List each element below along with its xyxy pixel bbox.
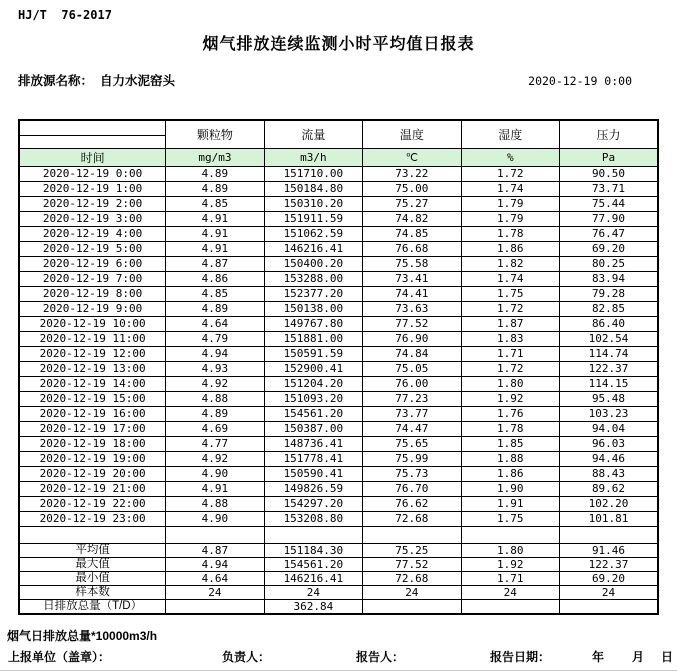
summary-value-cell: 69.20 [560,572,659,586]
table-head [19,120,658,167]
value-cell: 4.94 [166,347,264,362]
value-cell: 152377.20 [264,287,362,302]
value-cell: 102.20 [560,497,659,512]
spacer-cell [363,527,461,544]
value-cell: 4.87 [166,257,264,272]
value-cell: 1.86 [461,242,559,257]
value-cell: 76.00 [363,377,461,392]
value-cell: 4.92 [166,452,264,467]
value-cell: 1.82 [461,257,559,272]
summary-row [19,572,658,586]
value-cell: 1.78 [461,422,559,437]
value-cell: 1.92 [461,392,559,407]
value-cell: 4.93 [166,362,264,377]
table-row [19,452,658,467]
value-cell: 1.78 [461,227,559,242]
value-cell: 86.40 [560,317,659,332]
summary-label-cell: 最小值 [19,572,166,586]
time-cell: 2020-12-19 11:00 [19,332,166,347]
value-cell: 1.74 [461,272,559,287]
value-cell: 1.80 [461,377,559,392]
value-cell: 146216.41 [264,242,362,257]
value-cell: 80.25 [560,257,659,272]
spacer-cell [19,527,166,544]
value-cell: 151911.59 [264,212,362,227]
value-cell: 4.91 [166,482,264,497]
source-row [18,71,632,89]
value-cell: 4.77 [166,437,264,452]
value-cell: 114.15 [560,377,659,392]
table-row [19,302,658,317]
value-cell: 83.94 [560,272,659,287]
value-cell: 95.48 [560,392,659,407]
value-cell: 75.73 [363,467,461,482]
value-cell: 4.92 [166,377,264,392]
summary-value-cell: 146216.41 [264,572,362,586]
spacer-section [19,527,658,544]
time-cell: 2020-12-19 15:00 [19,392,166,407]
value-cell: 73.63 [363,302,461,317]
summary-value-cell: 91.46 [560,544,659,558]
value-cell: 4.69 [166,422,264,437]
value-cell: 1.79 [461,197,559,212]
time-cell: 2020-12-19 17:00 [19,422,166,437]
value-cell: 77.90 [560,212,659,227]
summary-label-cell: 日排放总量（T/D） [19,600,166,615]
summary-value-cell [363,600,461,615]
summary-value-cell: 1.80 [461,544,559,558]
value-cell: 96.03 [560,437,659,452]
standard-code: HJ/T 76-2017 [18,8,112,22]
unit-particulate: mg/m3 [166,149,264,167]
time-cell: 2020-12-19 4:00 [19,227,166,242]
flow-total-footnote: 烟气日排放总量*10000m3/h [7,629,158,643]
time-cell: 2020-12-19 12:00 [19,347,166,362]
value-cell: 4.89 [166,167,264,182]
spacer-cell [166,527,264,544]
value-cell: 150591.59 [264,347,362,362]
value-cell: 4.91 [166,242,264,257]
value-cell: 1.90 [461,482,559,497]
summary-label-cell: 样本数 [19,586,166,600]
time-cell: 2020-12-19 18:00 [19,437,166,452]
value-cell: 4.90 [166,467,264,482]
value-cell: 150310.20 [264,197,362,212]
value-cell: 154561.20 [264,407,362,422]
time-cell: 2020-12-19 3:00 [19,212,166,227]
table-row [19,422,658,437]
unit-flow: m3/h [264,149,362,167]
summary-value-cell: 4.94 [166,558,264,572]
value-cell: 1.75 [461,287,559,302]
summary-value-cell: 4.64 [166,572,264,586]
corner-cell [19,120,166,149]
value-cell: 73.77 [363,407,461,422]
value-cell: 4.85 [166,197,264,212]
table-row [19,227,658,242]
summary-value-cell [560,600,659,615]
time-header-cell: 时间 [19,149,166,167]
time-cell: 2020-12-19 6:00 [19,257,166,272]
value-cell: 1.76 [461,407,559,422]
time-cell: 2020-12-19 21:00 [19,482,166,497]
table-row [19,272,658,287]
value-cell: 72.68 [363,512,461,527]
table-row [19,437,658,452]
summary-label-cell: 平均值 [19,544,166,558]
value-cell: 150400.20 [264,257,362,272]
corner-split-line [20,135,165,136]
unit-pressure: Pa [560,149,659,167]
value-cell: 4.86 [166,272,264,287]
value-cell: 1.85 [461,437,559,452]
column-header-flow: 流量 [264,120,362,149]
summary-value-cell: 24 [461,586,559,600]
summary-row [19,558,658,572]
value-cell: 1.87 [461,317,559,332]
value-cell: 74.85 [363,227,461,242]
value-cell: 94.46 [560,452,659,467]
time-cell: 2020-12-19 7:00 [19,272,166,287]
time-cell: 2020-12-19 20:00 [19,467,166,482]
value-cell: 73.41 [363,272,461,287]
spacer-cell [461,527,559,544]
value-cell: 4.89 [166,302,264,317]
value-cell: 149826.59 [264,482,362,497]
summary-value-cell: 72.68 [363,572,461,586]
value-cell: 4.89 [166,182,264,197]
time-cell: 2020-12-19 10:00 [19,317,166,332]
summary-value-cell: 122.37 [560,558,659,572]
table-row [19,197,658,212]
time-cell: 2020-12-19 16:00 [19,407,166,422]
month-label: 月 [632,650,645,664]
value-cell: 114.74 [560,347,659,362]
summary-label-cell: 最大值 [19,558,166,572]
reporter-label: 报告人： [356,650,405,664]
time-cell: 2020-12-19 23:00 [19,512,166,527]
value-cell: 103.23 [560,407,659,422]
value-cell: 76.90 [363,332,461,347]
table-row [19,482,658,497]
value-cell: 75.05 [363,362,461,377]
table-row [19,242,658,257]
value-cell: 75.58 [363,257,461,272]
data-rows [19,167,658,527]
summary-value-cell [166,600,264,615]
signature-row [0,648,677,664]
summary-row [19,600,658,615]
table-row [19,287,658,302]
value-cell: 4.88 [166,392,264,407]
value-cell: 153208.80 [264,512,362,527]
time-cell: 2020-12-19 5:00 [19,242,166,257]
value-cell: 75.44 [560,197,659,212]
spacer-cell [264,527,362,544]
emission-source-label: 排放源名称： [18,74,94,88]
value-cell: 4.88 [166,497,264,512]
summary-value-cell: 24 [166,586,264,600]
year-label: 年 [592,650,605,664]
spacer-cell [560,527,659,544]
report-unit-label: 上报单位（盖章）： [8,650,111,664]
table-row [19,212,658,227]
report-datetime: 2020-12-19 0:00 [528,74,632,88]
table-row [19,407,658,422]
value-cell: 94.04 [560,422,659,437]
summary-value-cell: 75.25 [363,544,461,558]
time-cell: 2020-12-19 0:00 [19,167,166,182]
unit-temperature: ℃ [363,149,461,167]
time-cell: 2020-12-19 13:00 [19,362,166,377]
summary-value-cell: 1.71 [461,572,559,586]
value-cell: 75.99 [363,452,461,467]
value-cell: 122.37 [560,362,659,377]
unit-header-row [19,149,658,167]
value-cell: 88.43 [560,467,659,482]
value-cell: 79.28 [560,287,659,302]
summary-value-cell [461,600,559,615]
summary-value-cell: 24 [560,586,659,600]
value-cell: 150387.00 [264,422,362,437]
value-cell: 73.71 [560,182,659,197]
value-cell: 1.91 [461,497,559,512]
unit-humidity: % [461,149,559,167]
value-cell: 74.41 [363,287,461,302]
summary-value-cell: 24 [264,586,362,600]
value-cell: 75.65 [363,437,461,452]
summary-row [19,544,658,558]
report-date-label: 报告日期： [490,650,551,664]
value-cell: 1.88 [461,452,559,467]
value-cell: 75.00 [363,182,461,197]
summary-value-cell: 24 [363,586,461,600]
value-cell: 74.84 [363,347,461,362]
responsible-person-label: 负责人： [222,650,271,664]
summary-rows [19,544,658,615]
time-cell: 2020-12-19 19:00 [19,452,166,467]
value-cell: 77.52 [363,317,461,332]
value-cell: 1.71 [461,347,559,362]
summary-value-cell: 151184.30 [264,544,362,558]
value-cell: 4.79 [166,332,264,347]
value-cell: 4.91 [166,227,264,242]
table-row [19,257,658,272]
column-header-humidity: 湿度 [461,120,559,149]
table-row [19,467,658,482]
table-row [19,377,658,392]
value-cell: 76.68 [363,242,461,257]
value-cell: 1.72 [461,302,559,317]
value-cell: 4.64 [166,317,264,332]
value-cell: 151881.00 [264,332,362,347]
table-row [19,332,658,347]
value-cell: 90.50 [560,167,659,182]
time-cell: 2020-12-19 22:00 [19,497,166,512]
value-cell: 153288.00 [264,272,362,287]
value-cell: 73.22 [363,167,461,182]
summary-value-cell: 77.52 [363,558,461,572]
day-label: 日 [661,650,674,664]
value-cell: 1.72 [461,167,559,182]
value-cell: 151204.20 [264,377,362,392]
value-cell: 1.74 [461,182,559,197]
value-cell: 4.90 [166,512,264,527]
value-cell: 1.79 [461,212,559,227]
table-row [19,317,658,332]
emission-source [18,71,175,89]
value-cell: 4.91 [166,212,264,227]
emission-source-name: 自力水泥窑头 [99,74,175,88]
column-header-pressure: 压力 [560,120,659,149]
value-cell: 148736.41 [264,437,362,452]
summary-row [19,586,658,600]
value-cell: 4.85 [166,287,264,302]
summary-value-cell: 154561.20 [264,558,362,572]
table-row [19,497,658,512]
table-row [19,182,658,197]
value-cell: 151778.41 [264,452,362,467]
value-cell: 1.75 [461,512,559,527]
spacer-row [19,527,658,544]
page-title: 烟气排放连续监测小时平均值日报表 [202,36,475,53]
value-cell: 154297.20 [264,497,362,512]
time-cell: 2020-12-19 8:00 [19,287,166,302]
table-row [19,362,658,377]
value-cell: 101.81 [560,512,659,527]
value-cell: 151062.59 [264,227,362,242]
value-cell: 152900.41 [264,362,362,377]
value-cell: 150138.00 [264,302,362,317]
time-cell: 2020-12-19 1:00 [19,182,166,197]
value-cell: 4.89 [166,407,264,422]
value-cell: 1.86 [461,467,559,482]
value-cell: 82.85 [560,302,659,317]
value-cell: 69.20 [560,242,659,257]
monitoring-table [18,119,659,615]
value-cell: 102.54 [560,332,659,347]
value-cell: 74.47 [363,422,461,437]
summary-value-cell: 1.92 [461,558,559,572]
value-cell: 76.47 [560,227,659,242]
value-cell: 89.62 [560,482,659,497]
value-cell: 150590.41 [264,467,362,482]
value-cell: 151093.20 [264,392,362,407]
summary-value-cell: 362.84 [264,600,362,615]
value-cell: 75.27 [363,197,461,212]
table-row [19,512,658,527]
value-cell: 74.82 [363,212,461,227]
value-cell: 149767.80 [264,317,362,332]
column-header-particulate: 颗粒物 [166,120,264,149]
value-cell: 77.23 [363,392,461,407]
value-cell: 76.70 [363,482,461,497]
report-page [0,8,677,667]
table-row [19,392,658,407]
column-header-temperature: 温度 [363,120,461,149]
value-cell: 1.72 [461,362,559,377]
time-cell: 2020-12-19 2:00 [19,197,166,212]
table-row [19,167,658,182]
value-cell: 151710.00 [264,167,362,182]
time-cell: 2020-12-19 9:00 [19,302,166,317]
value-cell: 150184.80 [264,182,362,197]
table-row [19,347,658,362]
pollutant-header-row [19,120,658,149]
value-cell: 76.62 [363,497,461,512]
time-cell: 2020-12-19 14:00 [19,377,166,392]
summary-value-cell: 4.87 [166,544,264,558]
value-cell: 1.83 [461,332,559,347]
